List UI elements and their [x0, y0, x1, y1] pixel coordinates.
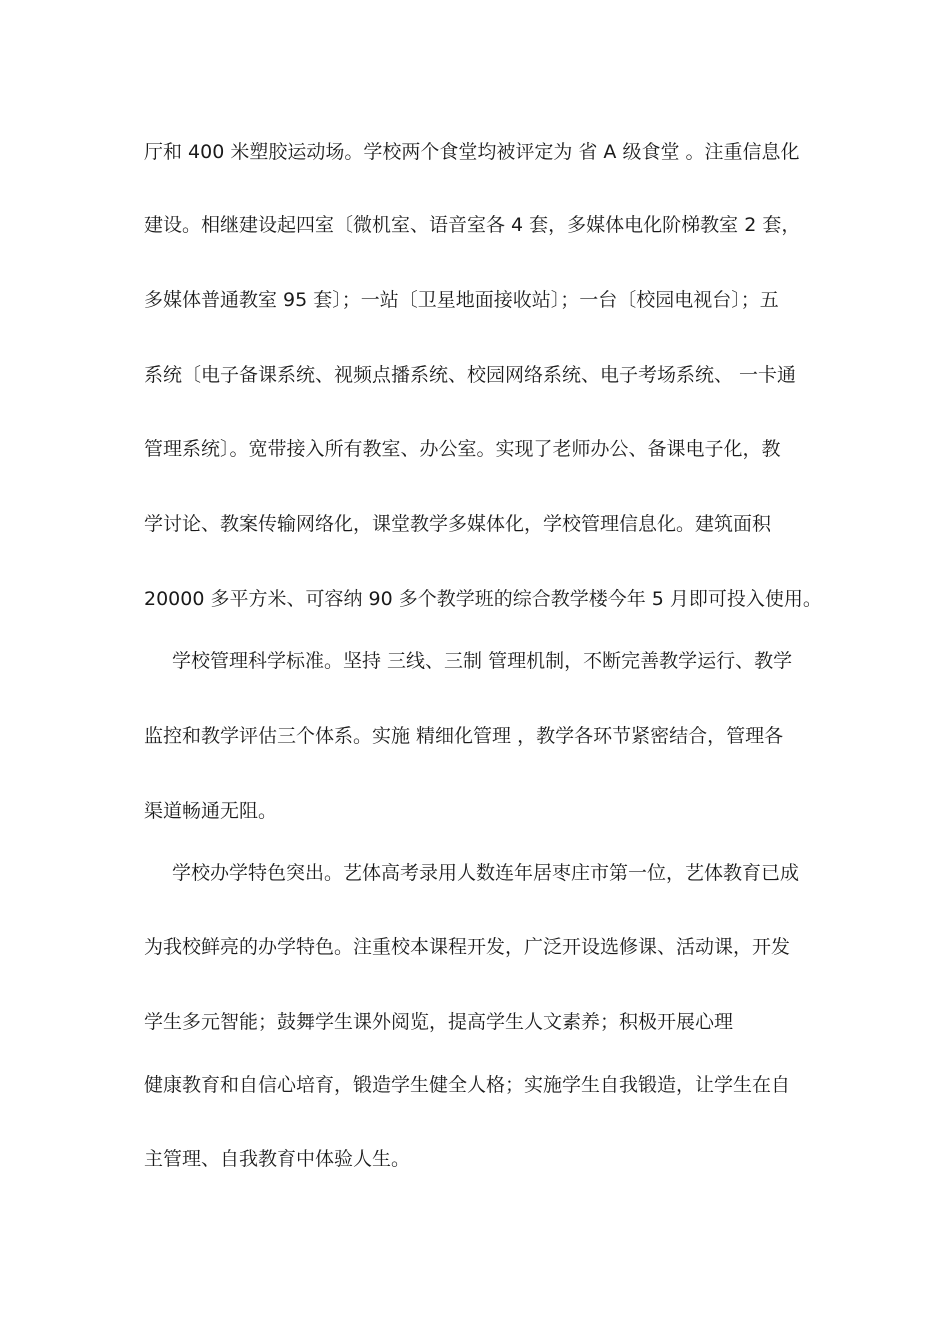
paragraph-features-line-3: 学生多元智能；鼓舞学生课外阅览，提高学生人文素养；积极开展心理 [144, 1011, 734, 1033]
paragraph-management-line-3: 渠道畅通无阻。 [144, 800, 278, 822]
paragraph-management-line-2: 监控和教学评估三个体系。实施 精细化管理 ，教学各环节紧密结合，管理各 [144, 725, 784, 747]
paragraph-features-line-5: 主管理、自我教育中体验人生。 [144, 1148, 411, 1170]
paragraph-features-line-4: 健康教育和自信心培育，锻造学生健全人格；实施学生自我锻造，让学生在自 [144, 1074, 791, 1096]
paragraph-features-line-2: 为我校鲜亮的办学特色。注重校本课程开发，广泛开设选修课、活动课，开发 [144, 936, 791, 958]
paragraph-features-line-1: 学校办学特色突出。艺体高考录用人数连年居枣庄市第一位，艺体教育已成 [172, 862, 800, 884]
text-line-7: 20000 多平方米、可容纳 90 多个教学班的综合教学楼今年 5 月即可投入使用。 [144, 588, 822, 610]
text-line-4: 系统〔电子备课系统、视频点播系统、校园网络系统、电子考场系统、 一卡通 [144, 364, 797, 386]
text-line-6: 学讨论、教案传输网络化，课堂教学多媒体化，学校管理信息化。建筑面积 [144, 513, 772, 535]
text-line-3: 多媒体普通教室 95 套〕；一站〔卫星地面接收站〕；一台〔校园电视台〕；五 [144, 289, 779, 311]
text-line-5: 管理系统〕。宽带接入所有教室、办公室。实现了老师办公、备课电子化，教 [144, 438, 781, 460]
text-line-2: 建设。相继建设起四室〔微机室、语音室各 4 套，多媒体电化阶梯教室 2 套， [144, 214, 801, 236]
text-line-1: 厅和 400 米塑胶运动场。学校两个食堂均被评定为 省 A 级食堂 。注重信息化 [144, 141, 800, 163]
paragraph-management-line-1: 学校管理科学标准。坚持 三线、三制 管理机制，不断完善教学运行、教学 [172, 650, 793, 672]
